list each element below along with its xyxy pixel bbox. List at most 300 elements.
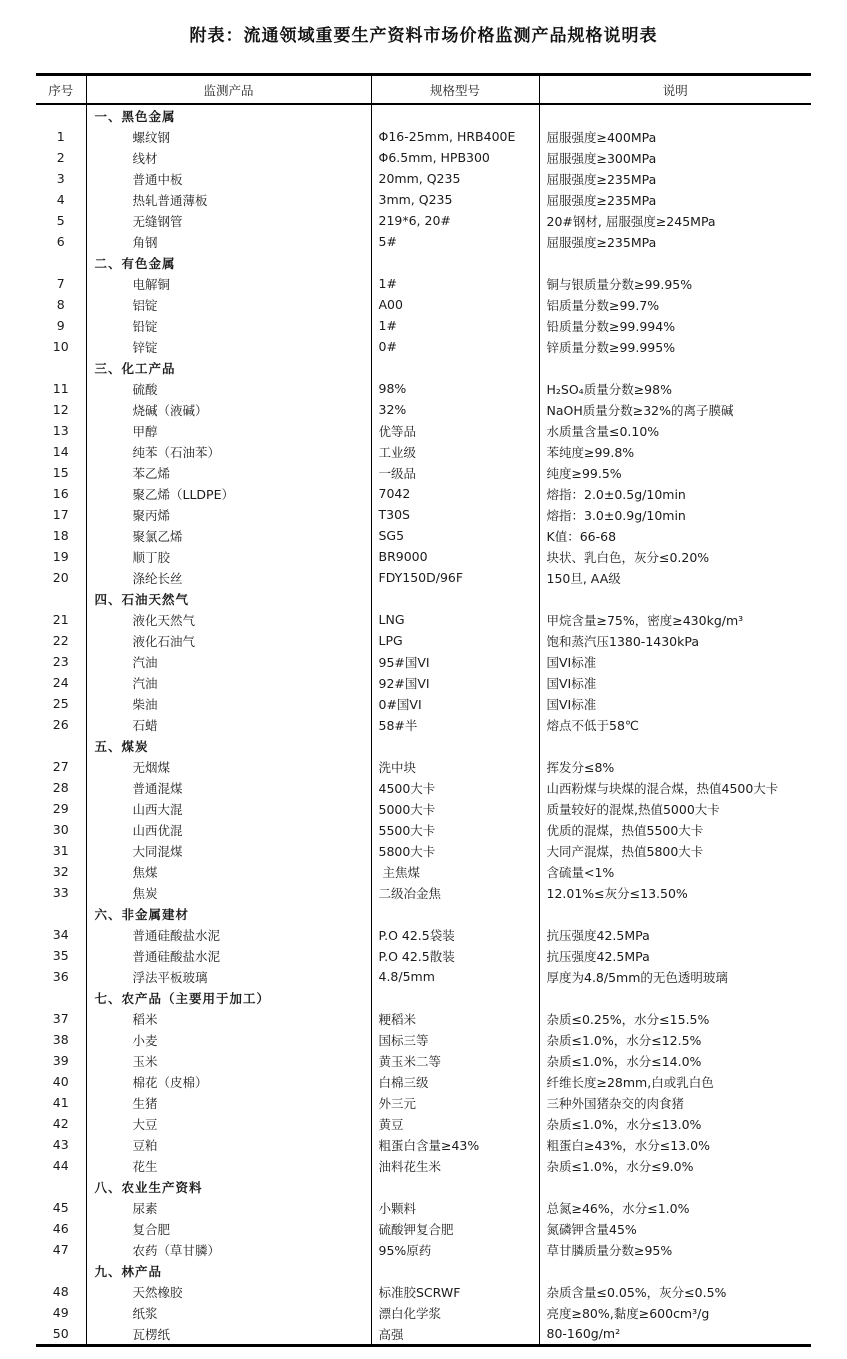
spec-cell: P.O 42.5散装	[371, 945, 539, 966]
table-row	[36, 231, 811, 252]
row-number-cell: 44	[52, 1158, 69, 1173]
row-number-cell: 25	[52, 696, 69, 711]
desc-cell: 杂质≤1.0%，水分≤14.0%	[539, 1050, 811, 1071]
row-number-cell	[36, 903, 86, 924]
page-title: 附表：流通领域重要生产资料市场价格监测产品规格说明表	[189, 26, 658, 46]
spec-cell: 白棉三级	[371, 1071, 539, 1092]
spec-cell: 3mm, Q235	[371, 189, 539, 210]
row-number-cell: 23	[52, 654, 69, 669]
spec-cell: SG5	[371, 525, 539, 546]
desc-cell: K值：66-68	[539, 525, 811, 546]
desc-cell: 熔指：2.0±0.5g/10min	[539, 483, 811, 504]
product-cell: 热轧普通薄板	[86, 189, 371, 210]
row-number-cell: 28	[52, 780, 69, 795]
table-row	[36, 1050, 811, 1071]
spec-cell: 5500大卡	[371, 819, 539, 840]
table-row	[36, 798, 811, 819]
row-number-cell: 10	[52, 339, 69, 354]
spec-cell: 5800大卡	[371, 840, 539, 861]
table-row	[36, 1113, 811, 1134]
product-cell: 普通硅酸盐水泥	[86, 945, 371, 966]
product-cell: 豆粕	[86, 1134, 371, 1155]
spec-cell: 58#半	[371, 714, 539, 735]
product-cell: 甲醇	[86, 420, 371, 441]
product-cell: 电解铜	[86, 273, 371, 294]
desc-cell: 抗压强度42.5MPa	[539, 924, 811, 945]
product-cell: 烧碱（液碱）	[86, 399, 371, 420]
product-cell: 瓦楞纸	[86, 1323, 371, 1346]
spec-cell: 1#	[371, 315, 539, 336]
desc-cell: 水质量含量≤0.10%	[539, 420, 811, 441]
row-number-cell: 13	[52, 423, 69, 438]
category-label: 七、农产品（主要用于加工）	[86, 987, 371, 1008]
row-number-cell: 19	[52, 549, 69, 564]
table-row	[36, 273, 811, 294]
row-number-cell: 15	[52, 465, 69, 480]
table-row	[36, 651, 811, 672]
spec-cell	[371, 252, 539, 273]
product-cell: 玉米	[86, 1050, 371, 1071]
row-number-cell: 17	[52, 507, 69, 522]
desc-cell: 杂质≤0.25%，水分≤15.5%	[539, 1008, 811, 1029]
desc-cell	[539, 987, 811, 1008]
desc-cell: H₂SO₄质量分数≥98%	[539, 378, 811, 399]
table-row	[36, 609, 811, 630]
product-cell: 焦炭	[86, 882, 371, 903]
desc-cell: 铜与银质量分数≥99.95%	[539, 273, 811, 294]
table-row	[36, 1155, 811, 1176]
product-cell: 石蜡	[86, 714, 371, 735]
row-number-cell: 6	[56, 234, 65, 249]
table-row	[36, 840, 811, 861]
table-row	[36, 315, 811, 336]
table-row	[36, 1134, 811, 1155]
spec-cell	[371, 1260, 539, 1281]
column-header-product: 监测产品	[86, 75, 371, 105]
product-cell: 无烟煤	[86, 756, 371, 777]
product-cell: 大豆	[86, 1113, 371, 1134]
column-header-spec: 规格型号	[371, 75, 539, 105]
desc-cell: 甲烷含量≥75%，密度≥430kg/m³	[539, 609, 811, 630]
desc-cell: 屈服强度≥300MPa	[539, 147, 811, 168]
spec-cell	[371, 357, 539, 378]
product-cell: 大同混煤	[86, 840, 371, 861]
category-row	[36, 252, 811, 273]
spec-cell	[371, 104, 539, 126]
category-label: 五、煤炭	[86, 735, 371, 756]
spec-cell: Φ16-25mm, HRB400E	[371, 126, 539, 147]
table-row	[36, 147, 811, 168]
product-cell: 纯苯（石油苯）	[86, 441, 371, 462]
spec-cell: 5000大卡	[371, 798, 539, 819]
desc-cell: 草甘膦质量分数≥95%	[539, 1239, 811, 1260]
category-row	[36, 357, 811, 378]
spec-cell: 20mm, Q235	[371, 168, 539, 189]
row-number-cell: 20	[52, 570, 69, 585]
desc-cell: 总氮≥46%，水分≤1.0%	[539, 1197, 811, 1218]
desc-cell	[539, 357, 811, 378]
desc-cell: 饱和蒸汽压1380-1430kPa	[539, 630, 811, 651]
product-cell: 顺丁胶	[86, 546, 371, 567]
table-row	[36, 882, 811, 903]
row-number-cell	[36, 1176, 86, 1197]
category-row	[36, 1260, 811, 1281]
row-number-cell: 40	[52, 1074, 69, 1089]
column-header-desc: 说明	[539, 75, 811, 105]
spec-cell: P.O 42.5袋装	[371, 924, 539, 945]
spec-cell: 标准胶SCRWF	[371, 1281, 539, 1302]
desc-cell	[539, 903, 811, 924]
row-number-cell: 4	[56, 192, 65, 207]
spec-cell: 漂白化学浆	[371, 1302, 539, 1323]
category-label: 六、非金属建材	[86, 903, 371, 924]
desc-cell	[539, 1260, 811, 1281]
product-cell: 线材	[86, 147, 371, 168]
row-number-cell: 9	[56, 318, 65, 333]
product-cell: 普通硅酸盐水泥	[86, 924, 371, 945]
table-row	[36, 1302, 811, 1323]
spec-cell: 外三元	[371, 1092, 539, 1113]
desc-cell: 国VI标准	[539, 672, 811, 693]
product-cell: 无缝钢管	[86, 210, 371, 231]
table-row	[36, 1029, 811, 1050]
desc-cell	[539, 588, 811, 609]
table-row	[36, 189, 811, 210]
spec-cell: 优等品	[371, 420, 539, 441]
spec-cell	[371, 588, 539, 609]
spec-cell: 洗中块	[371, 756, 539, 777]
desc-cell: 熔点不低于58℃	[539, 714, 811, 735]
desc-cell: 质量较好的混煤,热值5000大卡	[539, 798, 811, 819]
spec-cell: LNG	[371, 609, 539, 630]
row-number-cell	[36, 588, 86, 609]
row-number-cell: 24	[52, 675, 69, 690]
desc-cell: 杂质≤1.0%，水分≤12.5%	[539, 1029, 811, 1050]
desc-cell: 国VI标准	[539, 693, 811, 714]
category-row	[36, 588, 811, 609]
table-row	[36, 420, 811, 441]
product-cell: 生猪	[86, 1092, 371, 1113]
spec-cell: Φ6.5mm, HPB300	[371, 147, 539, 168]
product-cell: 聚乙烯（LLDPE）	[86, 483, 371, 504]
row-number-cell: 32	[52, 864, 69, 879]
spec-cell: 98%	[371, 378, 539, 399]
category-row	[36, 735, 811, 756]
table-row	[36, 1281, 811, 1302]
table-row	[36, 945, 811, 966]
row-number-cell: 5	[56, 213, 65, 228]
product-cell: 纸浆	[86, 1302, 371, 1323]
product-cell: 铅锭	[86, 315, 371, 336]
product-cell: 农药（草甘膦）	[86, 1239, 371, 1260]
spec-cell: LPG	[371, 630, 539, 651]
spec-cell: 219*6, 20#	[371, 210, 539, 231]
row-number-cell	[36, 1260, 86, 1281]
row-number-cell: 26	[52, 717, 69, 732]
table-row	[36, 966, 811, 987]
row-number-cell	[36, 104, 86, 126]
row-number-cell: 11	[52, 381, 69, 396]
desc-cell: 含硫量<1%	[539, 861, 811, 882]
row-number-cell: 36	[52, 969, 69, 984]
desc-cell: 屈服强度≥235MPa	[539, 168, 811, 189]
table-row	[36, 1218, 811, 1239]
desc-cell: 国VI标准	[539, 651, 811, 672]
spec-cell: 0#国VI	[371, 693, 539, 714]
row-number-cell: 14	[52, 444, 69, 459]
category-row	[36, 903, 811, 924]
row-number-cell: 30	[52, 822, 69, 837]
product-cell: 聚丙烯	[86, 504, 371, 525]
table-row	[36, 1197, 811, 1218]
desc-cell: 熔指：3.0±0.9g/10min	[539, 504, 811, 525]
spec-cell: BR9000	[371, 546, 539, 567]
desc-cell: 杂质≤1.0%，水分≤9.0%	[539, 1155, 811, 1176]
desc-cell: 氮磷钾含量45%	[539, 1218, 811, 1239]
table-row	[36, 1239, 811, 1260]
category-row	[36, 104, 811, 126]
desc-cell: 三种外国猪杂交的肉食猪	[539, 1092, 811, 1113]
table-row	[36, 672, 811, 693]
desc-cell: 杂质≤1.0%，水分≤13.0%	[539, 1113, 811, 1134]
table-row	[36, 483, 811, 504]
product-cell: 螺纹钢	[86, 126, 371, 147]
spec-cell: 1#	[371, 273, 539, 294]
spec-cell: 7042	[371, 483, 539, 504]
desc-cell: 块状、乳白色，灰分≤0.20%	[539, 546, 811, 567]
spec-cell: 32%	[371, 399, 539, 420]
category-label: 四、石油天然气	[86, 588, 371, 609]
row-number-cell	[36, 357, 86, 378]
desc-cell: 厚度为4.8/5mm的无色透明玻璃	[539, 966, 811, 987]
desc-cell	[539, 252, 811, 273]
spec-cell: 黄玉米二等	[371, 1050, 539, 1071]
desc-cell: 80-160g/m²	[539, 1323, 811, 1346]
category-label: 九、林产品	[86, 1260, 371, 1281]
desc-cell: 杂质含量≤0.05%，灰分≤0.5%	[539, 1281, 811, 1302]
row-number-cell: 21	[52, 612, 69, 627]
product-cell: 天然橡胶	[86, 1281, 371, 1302]
row-number-cell: 42	[52, 1116, 69, 1131]
desc-cell: 优质的混煤，热值5500大卡	[539, 819, 811, 840]
product-cell: 山西大混	[86, 798, 371, 819]
table-row	[36, 1071, 811, 1092]
spec-cell	[371, 987, 539, 1008]
row-number-cell	[36, 735, 86, 756]
table-row	[36, 756, 811, 777]
spec-cell: 油料花生米	[371, 1155, 539, 1176]
desc-cell: 铅质量分数≥99.994%	[539, 315, 811, 336]
table-row	[36, 1092, 811, 1113]
table-row	[36, 1008, 811, 1029]
column-header-no: 序号	[36, 75, 86, 105]
table-row	[36, 777, 811, 798]
product-cell: 花生	[86, 1155, 371, 1176]
product-cell: 棉花（皮棉）	[86, 1071, 371, 1092]
row-number-cell: 16	[52, 486, 69, 501]
category-row	[36, 987, 811, 1008]
spec-cell: FDY150D/96F	[371, 567, 539, 588]
product-cell: 焦煤	[86, 861, 371, 882]
spec-cell	[371, 1176, 539, 1197]
spec-cell: 92#国VI	[371, 672, 539, 693]
product-cell: 锌锭	[86, 336, 371, 357]
spec-cell: 二级冶金焦	[371, 882, 539, 903]
table-row	[36, 546, 811, 567]
spec-cell: T30S	[371, 504, 539, 525]
row-number-cell: 33	[52, 885, 69, 900]
table-row	[36, 336, 811, 357]
product-cell: 铝锭	[86, 294, 371, 315]
spec-cell: 5#	[371, 231, 539, 252]
row-number-cell: 12	[52, 402, 69, 417]
spec-cell: 工业级	[371, 441, 539, 462]
desc-cell: 纤维长度≥28mm,白或乳白色	[539, 1071, 811, 1092]
table-body	[36, 104, 811, 1346]
table-row	[36, 441, 811, 462]
spec-cell: 95%原药	[371, 1239, 539, 1260]
desc-cell: 亮度≥80%,黏度≥600cm³/g	[539, 1302, 811, 1323]
desc-cell: 挥发分≤8%	[539, 756, 811, 777]
spec-cell	[371, 903, 539, 924]
table-header-row	[36, 75, 811, 105]
spec-cell: 黄豆	[371, 1113, 539, 1134]
desc-cell: 纯度≥99.5%	[539, 462, 811, 483]
table-row	[36, 210, 811, 231]
category-label: 二、有色金属	[86, 252, 371, 273]
row-number-cell: 34	[52, 927, 69, 942]
row-number-cell: 37	[52, 1011, 69, 1026]
row-number-cell: 46	[52, 1221, 69, 1236]
spec-cell: 硫酸钾复合肥	[371, 1218, 539, 1239]
product-cell: 硫酸	[86, 378, 371, 399]
desc-cell: 屈服强度≥400MPa	[539, 126, 811, 147]
desc-cell: 12.01%≤灰分≤13.50%	[539, 882, 811, 903]
row-number-cell: 31	[52, 843, 69, 858]
desc-cell: 铝质量分数≥99.7%	[539, 294, 811, 315]
table-row	[36, 126, 811, 147]
desc-cell	[539, 104, 811, 126]
table-row	[36, 693, 811, 714]
row-number-cell: 49	[52, 1305, 69, 1320]
product-cell: 尿素	[86, 1197, 371, 1218]
row-number-cell: 22	[52, 633, 69, 648]
spec-cell: 高强	[371, 1323, 539, 1346]
product-cell: 汽油	[86, 672, 371, 693]
row-number-cell: 41	[52, 1095, 69, 1110]
spec-cell: 粗蛋白含量≥43%	[371, 1134, 539, 1155]
product-cell: 液化天然气	[86, 609, 371, 630]
product-cell: 小麦	[86, 1029, 371, 1050]
row-number-cell: 2	[56, 150, 65, 165]
row-number-cell: 3	[56, 171, 65, 186]
row-number-cell: 39	[52, 1053, 69, 1068]
table-row	[36, 630, 811, 651]
product-cell: 角钢	[86, 231, 371, 252]
table-row	[36, 1323, 811, 1346]
product-cell: 汽油	[86, 651, 371, 672]
table-row	[36, 924, 811, 945]
desc-cell: NaOH质量分数≥32%的离子膜碱	[539, 399, 811, 420]
desc-cell	[539, 1176, 811, 1197]
desc-cell: 锌质量分数≥99.995%	[539, 336, 811, 357]
table-row	[36, 819, 811, 840]
row-number-cell: 38	[52, 1032, 69, 1047]
desc-cell: 屈服强度≥235MPa	[539, 189, 811, 210]
spec-cell: 4.8/5mm	[371, 966, 539, 987]
row-number-cell: 35	[52, 948, 69, 963]
row-number-cell: 50	[52, 1326, 69, 1341]
table-row	[36, 567, 811, 588]
table-row	[36, 462, 811, 483]
spec-cell: 粳稻米	[371, 1008, 539, 1029]
desc-cell: 山西粉煤与块煤的混合煤，热值4500大卡	[539, 777, 811, 798]
monitoring-products-table	[36, 73, 811, 1347]
spec-cell: 主焦煤	[371, 861, 539, 882]
row-number-cell: 18	[52, 528, 69, 543]
row-number-cell: 27	[52, 759, 69, 774]
row-number-cell: 45	[52, 1200, 69, 1215]
product-cell: 山西优混	[86, 819, 371, 840]
table-row	[36, 861, 811, 882]
desc-cell: 150旦, AA级	[539, 567, 811, 588]
table-row	[36, 525, 811, 546]
desc-cell: 粗蛋白≥43%，水分≤13.0%	[539, 1134, 811, 1155]
category-row	[36, 1176, 811, 1197]
spec-cell: A00	[371, 294, 539, 315]
row-number-cell: 43	[52, 1137, 69, 1152]
spec-cell: 小颗料	[371, 1197, 539, 1218]
row-number-cell	[36, 987, 86, 1008]
row-number-cell: 8	[56, 297, 65, 312]
desc-cell: 屈服强度≥235MPa	[539, 231, 811, 252]
table-row	[36, 294, 811, 315]
row-number-cell: 7	[56, 276, 65, 291]
product-cell: 普通中板	[86, 168, 371, 189]
spec-cell	[371, 735, 539, 756]
product-cell: 复合肥	[86, 1218, 371, 1239]
spec-cell: 4500大卡	[371, 777, 539, 798]
row-number-cell: 47	[52, 1242, 69, 1257]
spec-cell: 0#	[371, 336, 539, 357]
product-cell: 涤纶长丝	[86, 567, 371, 588]
product-cell: 聚氯乙烯	[86, 525, 371, 546]
product-cell: 浮法平板玻璃	[86, 966, 371, 987]
product-cell: 稻米	[86, 1008, 371, 1029]
desc-cell: 苯纯度≥99.8%	[539, 441, 811, 462]
table-row	[36, 714, 811, 735]
desc-cell	[539, 735, 811, 756]
category-label: 三、化工产品	[86, 357, 371, 378]
spec-cell: 国标三等	[371, 1029, 539, 1050]
product-cell: 苯乙烯	[86, 462, 371, 483]
desc-cell: 20#钢材, 屈服强度≥245MPa	[539, 210, 811, 231]
row-number-cell: 48	[52, 1284, 69, 1299]
product-cell: 普通混煤	[86, 777, 371, 798]
table-row	[36, 399, 811, 420]
table-row	[36, 504, 811, 525]
category-label: 八、农业生产资料	[86, 1176, 371, 1197]
desc-cell: 大同产混煤，热值5800大卡	[539, 840, 811, 861]
table-row	[36, 378, 811, 399]
table-row	[36, 168, 811, 189]
row-number-cell: 29	[52, 801, 69, 816]
row-number-cell: 1	[56, 129, 65, 144]
product-cell: 液化石油气	[86, 630, 371, 651]
spec-cell: 95#国VI	[371, 651, 539, 672]
desc-cell: 抗压强度42.5MPa	[539, 945, 811, 966]
spec-cell: 一级品	[371, 462, 539, 483]
